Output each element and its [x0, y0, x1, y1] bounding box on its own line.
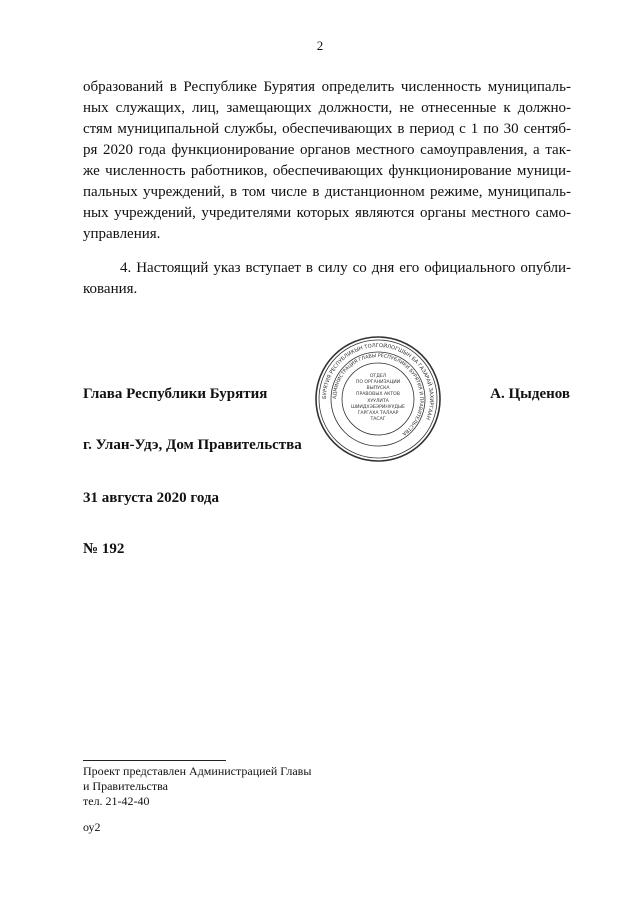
- text-line: 4. Настоящий указ вступает в силу со дня его официального опубли-: [120, 260, 571, 276]
- text-line: ных служащих, лиц, замещающих должности, не отнесенные к должно-: [83, 100, 571, 116]
- official-seal: [314, 335, 442, 463]
- seal-center-line: ПО ОРГАНИЗАЦИИ: [355, 380, 401, 385]
- footnote: [83, 764, 311, 809]
- text-line: же численность работников, обеспечивающих функционирование муници-: [83, 163, 571, 179]
- text-line: управления.: [83, 226, 161, 242]
- seal-center-line: ГАРГАХА ТАЛААР: [357, 411, 399, 416]
- seal-center-line: ОТДЕЛ: [369, 374, 387, 379]
- footnote-line: и Правительства: [83, 779, 168, 793]
- document-number: № 192: [83, 541, 125, 557]
- text-line: ных учреждений, учредителями которых являются органы местного само-: [83, 205, 571, 221]
- text-line: кования.: [83, 281, 138, 297]
- paragraph-4: [83, 258, 571, 300]
- footnote-divider: [83, 760, 226, 761]
- seal-outer-textpath: БУРЯТИЯ РЕСПУБЛИКЫН ТОЛГОЙЛОГШЫН БА ГАЗАРАЙ ЗАХИРГААН: [321, 342, 435, 421]
- place-of-signing: г. Улан-Удэ, Дом Правительства: [83, 437, 302, 453]
- signatory-title: Глава Республики Бурятия: [83, 386, 268, 402]
- footnote-line: Проект представлен Администрацией Главы: [83, 764, 312, 778]
- seal-center-line: ТАСАГ: [370, 417, 386, 422]
- seal-inner-textpath: АДМИНИСТРАЦИЯ ГЛАВЫ РЕСПУБЛИКИ БУРЯТИЯ И ПРАВИТЕЛЬСТВА: [332, 353, 424, 436]
- seal-center-line: ВЫПУСКА: [366, 386, 390, 391]
- signatory-name: А. Цыденов: [490, 386, 570, 402]
- text-line: образований в Республике Бурятия определить численность муниципаль-: [83, 79, 571, 95]
- document-code: оу2: [83, 820, 101, 834]
- text-line: пальных учреждений, в том числе в дистанционном режиме, муниципаль-: [83, 184, 571, 200]
- seal-center-line: ШИИДХЭБЭРИНУУДЫЕ: [351, 405, 405, 410]
- text-line: стям муниципальной службы, обеспечивающих в период с 1 по 30 сентяб-: [83, 121, 571, 137]
- document-date: 31 августа 2020 года: [83, 490, 220, 506]
- text-line: ря 2020 года функционирование органов местного самоуправления, а так-: [83, 142, 571, 158]
- page-number: 2: [316, 38, 324, 53]
- footnote-line: тел. 21-42-40: [83, 794, 150, 808]
- seal-center-line: ХУУЛИТА: [367, 399, 389, 404]
- seal-center-line: ПРАВОВЫХ АКТОВ: [356, 392, 400, 397]
- paragraph-3-continuation: [83, 77, 571, 245]
